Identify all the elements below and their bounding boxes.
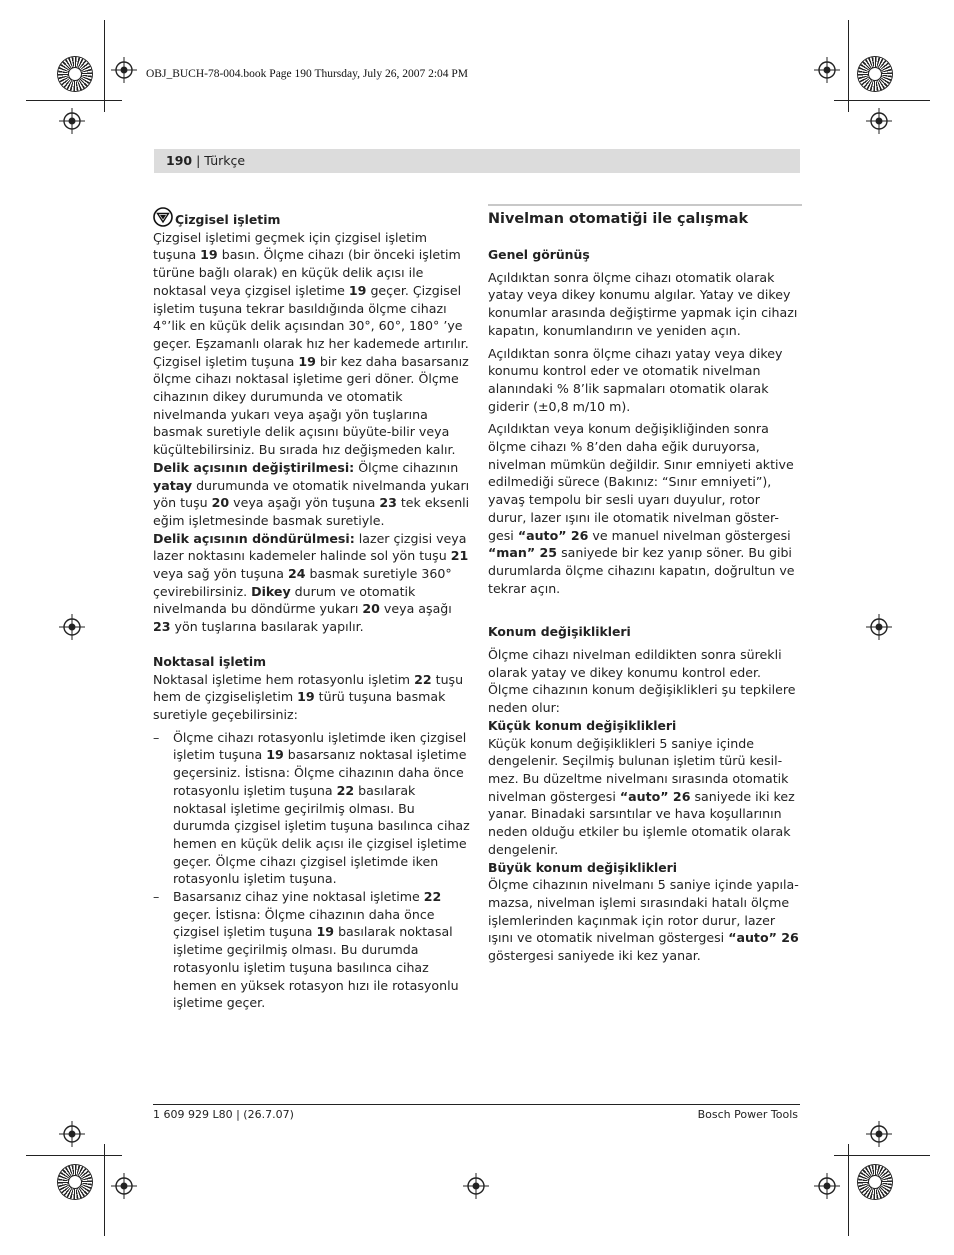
bold-run: 20 xyxy=(362,601,380,617)
crop-line xyxy=(26,100,122,101)
crop-line xyxy=(104,20,105,112)
genel-paragraph: Açıldıktan veya konum değişikliğinden sonra ölçme cihazı % 8’den daha eğik duruyorsa, nivelman mümkün değildir. Sınır emniyeti aktive edilmediği sürece (Bakınız: “Sınır emniyeti”), yavaş tempolu bir sesli uyarı duyulur, rotor durur, lazer ışını ile otomatik nivelman göster-gesi “auto” 26 ve manuel nivelman göstergesi “man” 25 saniyede bir kez yanıp söner. Bu gibi durumlarda ölçme cihazını kapatın, doğrultun ve tekrar açın. xyxy=(488,421,795,596)
page-number: 190 xyxy=(166,153,193,168)
page-header-bar xyxy=(154,149,800,173)
right-column xyxy=(488,204,802,965)
list-item: – Basarsanız cihaz yine noktasal işletime 22 geçer. İstisna: Ölçme cihazının daha önce çizgisel işletim tuşuna 19 basılarak noktasal işletime geçirilmiş olması. Bu durumda rotasyonlu işletim tuşuna basılınca cihaz hemen en yüksek rotasyon hızı ile rotasyonlu işletime geçer. xyxy=(153,889,459,1011)
crop-line xyxy=(834,1155,930,1156)
registration-mark xyxy=(59,614,85,640)
cizgisel-paragraph: Çizgisel işletimi geçmek için çizgisel işletim tuşuna 19 basın. Ölçme cihazı (bir önceki işletim türüne bağlı olarak) en küçük delik açısı ile noktasal veya çizgisel işletime 19 geçer. Çizgisel işletim tuşuna tekrar basıldığında ölçme cihazı 4°’lik en küçük delik açısından 30°, 60°, 180° ’ye geçer. Eşzamanlı olarak hız her kademede artırılır. Çizgisel işletim tuşuna 19 bir kez daha basarsanız ölçme cihazı noktasal işletime geri döner. Ölçme cihazının dikey durumunda ve otomatik nivelmanda yukarı veya aşağı yön tuşlarına basmak suretiyle delik açısını büyüte-bilir veya küçültebilirsiniz. Bu sırada hız değişmeden kalır. xyxy=(153,229,469,458)
cizgisel-heading: Çizgisel işletim xyxy=(153,207,471,229)
bold-run: 19 xyxy=(266,747,284,763)
buyuk-konum-heading: Büyük konum değişiklikleri xyxy=(488,859,677,875)
genel-paragraph: Açıldıktan sonra ölçme cihazı otomatik olarak yatay veya dikey konumu algılar. Yatay ve dikey konumlar arasında değiştirme yapmak için cihazı kapatın, konumlandırın ve yeniden açın. xyxy=(488,269,798,338)
bold-run: 19 xyxy=(298,353,316,369)
bold-run: 22 xyxy=(423,889,442,905)
bold-run: Delik açısının değiştirilmesi: xyxy=(153,459,355,475)
kucuk-konum-heading: Küçük konum değişiklikleri xyxy=(488,717,677,733)
footer-doc-number: 1 609 929 L80 | (26.7.07) xyxy=(153,1108,294,1121)
noktasal-heading: Noktasal işletim xyxy=(153,653,267,669)
delik-degistirilmesi-paragraph: Delik açısının değiştirilmesi: Ölçme cihazının yatay durumunda ve otomatik nivelmanda yukarı yön tuşu 20 veya aşağı yön tuşuna 23 tek eksenli eğim işletmesinde basmak suretiyle. xyxy=(153,459,470,528)
bold-run: “man” 25 xyxy=(488,545,558,561)
registration-mark xyxy=(866,1121,892,1147)
bold-run: 24 xyxy=(287,566,306,582)
left-column xyxy=(153,207,471,1012)
genel-heading: Genel görünüş xyxy=(488,247,590,262)
registration-mark xyxy=(814,1173,840,1199)
section-title: Nivelman otomatiği ile çalışmak xyxy=(488,211,749,227)
bold-run: 19 xyxy=(200,247,218,263)
dash-bullet: – xyxy=(153,729,160,745)
konum-intro: Ölçme cihazı nivelman edildikten sonra sürekli olarak yatay ve dikey konumu kontrol eder. Ölçme cihazının konum değişiklikleri şu tepkilere neden olur: xyxy=(488,647,796,716)
bold-run: 21 xyxy=(450,548,469,564)
genel-paragraph: Açıldıktan sonra ölçme cihazı yatay veya dikey konumu kontrol eder ve otomatik nivelman alanındaki % 8’lik sapmaları otomatik olarak giderir (±0,8 m/10 m). xyxy=(488,345,783,414)
registration-mark xyxy=(814,57,840,83)
bold-run: 23 xyxy=(379,495,397,511)
bold-run: 22 xyxy=(414,671,432,687)
registration-mark xyxy=(59,108,85,134)
registration-mark xyxy=(111,1173,137,1199)
header-separator: | xyxy=(196,153,201,168)
kucuk-konum-paragraph: Küçük konum değişiklikleri 5 saniye içinde dengelenir. Seçilmiş bulunan işletim türü kesil-mez. Bu düzeltme nivelmanı sırasında otomatik nivelman göstergesi “auto” 26 saniyede iki kez yanar. Binadaki sarsıntılar ve hava koşullarının neden olduğu etkiler bu işlemle otomatik olarak dengelenir. xyxy=(488,735,795,857)
registration-mark xyxy=(866,108,892,134)
bold-run: 22 xyxy=(336,782,355,798)
bold-run: yatay xyxy=(153,477,193,493)
bold-run: “auto” 26 xyxy=(728,930,799,946)
noktasal-intro: Noktasal işletime hem rotasyonlu işletim 22 tuşu hem de çizgiselişletim 19 türü tuşuna basmak suretiyle geçebilirsiniz: xyxy=(153,671,464,722)
bold-run: 19 xyxy=(348,282,367,298)
bold-run: 19 xyxy=(316,924,335,940)
bold-run: Delik açısının döndürülmesi: xyxy=(153,530,355,546)
list-item: – Ölçme cihazı rotasyonlu işletimde iken çizgisel işletim tuşuna 19 basarsanız noktasal işletime geçersiniz. İstisna: Ölçme cihazının daha önce rotasyonlu işletim tuşuna 22 basılarak noktasal işletime geçirilmiş olması. Bu durumda çizgisel işletim tuşuna basılınca cihaz hemen en küçük delik açısı ile çizgisel işletime geçer. Ölçme cihazı çizgisel işletimde iken rotasyonlu işletim tuşuna. xyxy=(153,729,470,887)
header-language: Türkçe xyxy=(204,153,246,168)
crop-line xyxy=(834,100,930,101)
registration-mark xyxy=(111,57,137,83)
crop-line xyxy=(848,1144,849,1236)
konum-heading: Konum değişiklikleri xyxy=(488,624,631,640)
bold-run: “auto” 26 xyxy=(517,527,589,543)
registration-mark xyxy=(59,1121,85,1147)
footer-rule xyxy=(153,1104,800,1105)
color-rosette-mark xyxy=(58,1165,92,1199)
registration-mark xyxy=(866,614,892,640)
dash-bullet: – xyxy=(153,889,160,905)
bold-run: 20 xyxy=(211,495,230,511)
color-rosette-mark xyxy=(858,1165,892,1199)
laser-mode-icon xyxy=(153,207,173,227)
crop-line xyxy=(848,20,849,112)
crop-line xyxy=(26,1155,122,1156)
color-rosette-mark xyxy=(858,57,892,91)
footer-brand: Bosch Power Tools xyxy=(697,1108,798,1121)
bold-run: 23 xyxy=(153,619,171,635)
bold-run: 19 xyxy=(297,689,315,705)
noktasal-list xyxy=(153,729,471,1012)
bold-run: Dikey xyxy=(251,583,291,599)
delik-dondurulmesi-paragraph: Delik açısının döndürülmesi: lazer çizgisi veya lazer noktasını kademeler halinde sol yön tuşu 21 veya sağ yön tuşuna 24 basmak suretiyle 360° çevirebilirsiniz. Dikey durum ve otomatik nivelmanda bu döndürme yukarı 20 veya aşağı 23 yön tuşlarına basılarak yapılır. xyxy=(153,530,469,635)
registration-mark xyxy=(463,1173,489,1199)
crop-line xyxy=(104,1144,105,1236)
print-header: OBJ_BUCH-78-004.book Page 190 Thursday, July 26, 2007 2:04 PM xyxy=(146,68,469,80)
color-rosette-mark xyxy=(58,57,92,91)
buyuk-konum-paragraph: Ölçme cihazının nivelmanı 5 saniye içinde yapıla-mazsa, nivelman işlemi sırasındaki hatalı ölçme işlemlerinden kaçınmak için rotor durur, lazer ışını ve otomatik nivelman göstergesi “auto” 26 göstergesi saniyede iki kez yanar. xyxy=(488,877,799,964)
bold-run: “auto” 26 xyxy=(619,788,691,804)
